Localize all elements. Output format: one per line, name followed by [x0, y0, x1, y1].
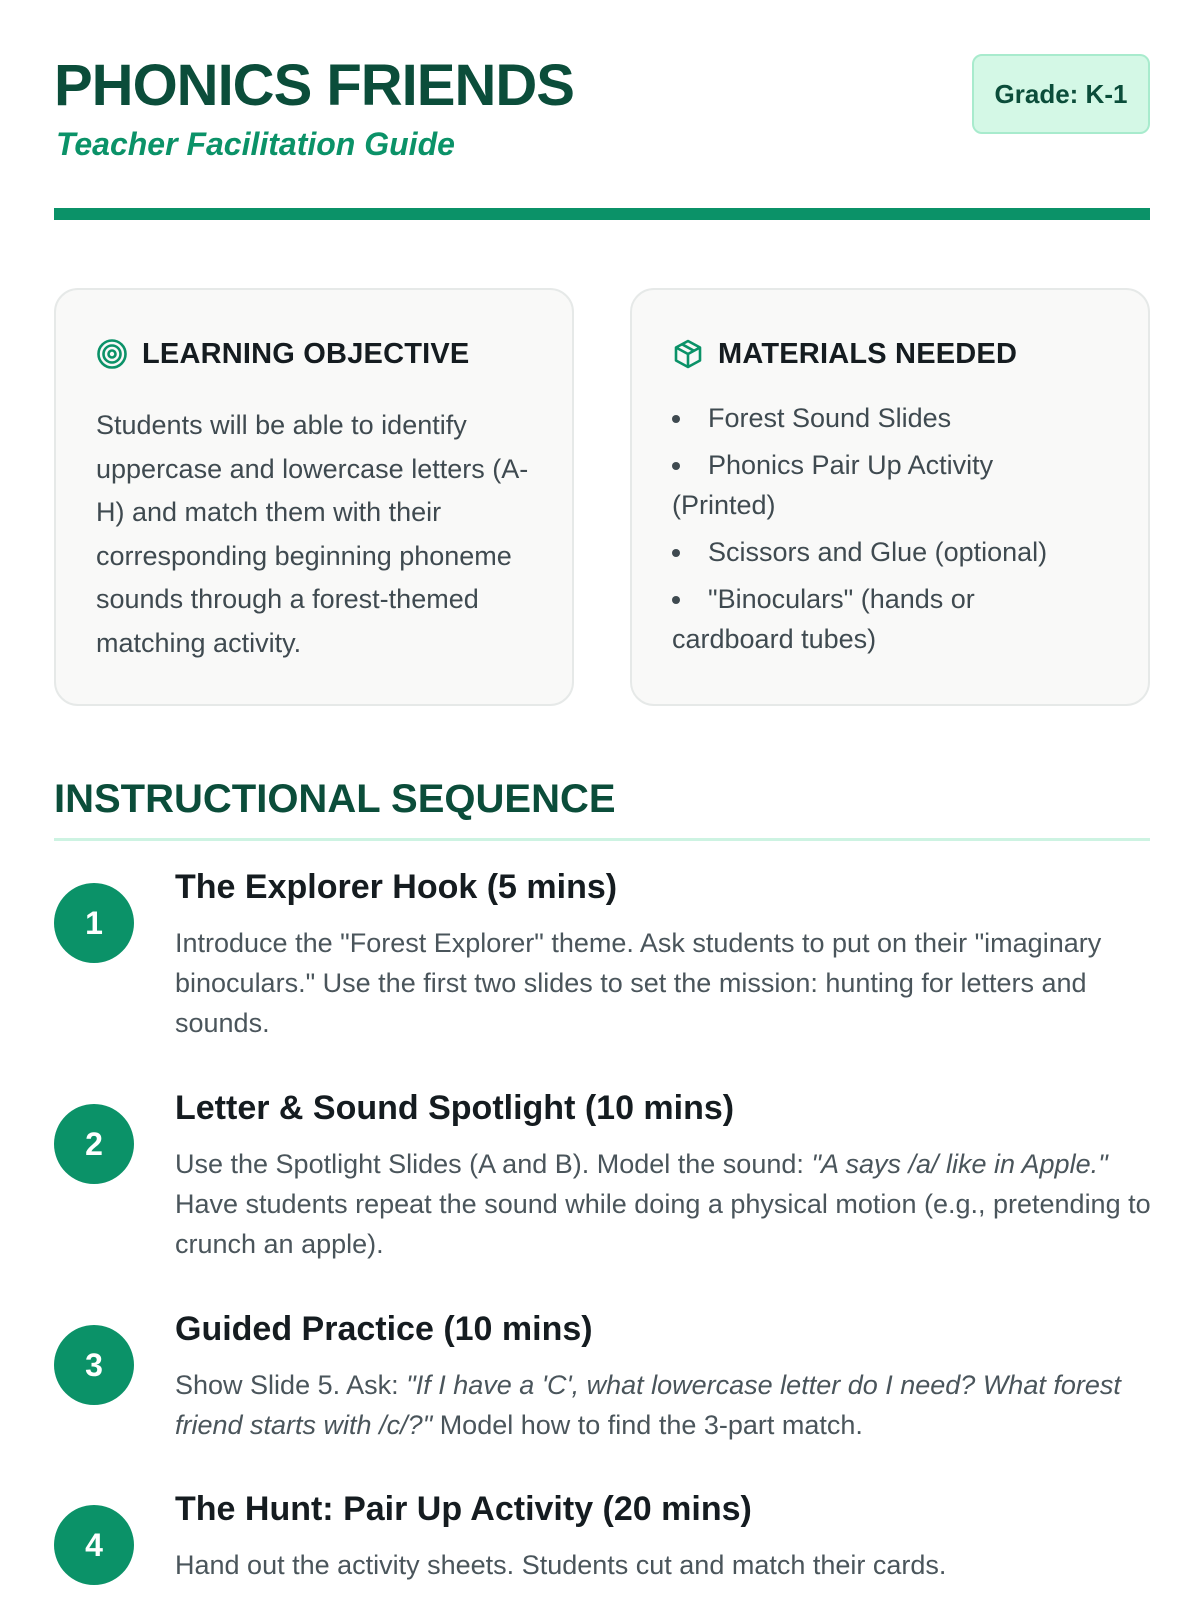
step-number-badge: 1	[54, 883, 134, 963]
materials-list	[672, 398, 1102, 666]
step-text: Show Slide 5. Ask:	[175, 1370, 407, 1400]
materials-list-item: Scissors and Glue (optional)	[672, 532, 1102, 572]
materials-list-item: Forest Sound Slides	[672, 398, 1102, 438]
materials-needed-header	[672, 334, 1017, 374]
grade-badge: Grade: K-1	[972, 54, 1150, 134]
learning-objective-card	[54, 288, 574, 706]
step-text: Model how to find the 3-part match.	[432, 1410, 863, 1440]
materials-needed-heading: MATERIALS NEEDED	[718, 337, 1018, 370]
step-title: The Explorer Hook (5 mins)	[175, 868, 618, 906]
step-description	[175, 1144, 1151, 1264]
page-subtitle: Teacher Facilitation Guide	[56, 126, 455, 162]
step-description: Hand out the activity sheets. Students cut and match their cards.	[175, 1550, 947, 1580]
materials-list-item: "Binoculars" (hands or cardboard tubes)	[672, 579, 1102, 659]
step-description	[175, 1365, 1151, 1445]
target-icon	[96, 338, 128, 370]
step-text: Have students repeat the sound while doing a physical motion (e.g., pretending to crunch an apple).	[175, 1189, 1151, 1259]
step-text: Use the Spotlight Slides (A and B). Model the sound:	[175, 1149, 812, 1179]
step-title: Letter & Sound Spotlight (10 mins)	[175, 1089, 735, 1127]
step-quote: "A says /a/ like in Apple."	[811, 1149, 1108, 1179]
learning-objective-header	[96, 334, 469, 374]
step-title: The Hunt: Pair Up Activity (20 mins)	[175, 1490, 752, 1528]
page-title: PHONICS FRIENDS	[54, 53, 574, 118]
section-divider	[54, 838, 1150, 841]
step-description: Introduce the "Forest Explorer" theme. Ask students to put on their "imaginary binoculars." Use the first two slides to set the mission: hunting for letters and sounds.	[175, 928, 1102, 1038]
step-title: Guided Practice (10 mins)	[175, 1310, 593, 1348]
materials-list-item: Phonics Pair Up Activity (Printed)	[672, 445, 1102, 525]
step-number-badge: 4	[54, 1505, 134, 1585]
learning-objective-heading: LEARNING OBJECTIVE	[142, 337, 470, 370]
learning-objective-text: Students will be able to identify uppercase and lowercase letters (A-H) and match them with their corresponding beginning phoneme sounds through a forest-themed matching activity.	[96, 410, 529, 658]
guide-header	[54, 52, 1150, 172]
instructional-sequence-heading: INSTRUCTIONAL SEQUENCE	[54, 777, 616, 821]
box-icon	[672, 338, 704, 370]
facilitation-guide-page	[54, 0, 1150, 1600]
step-number-badge: 3	[54, 1325, 134, 1405]
step-quote: "If I have a 'C', what lowercase letter do I need? What forest friend starts with /c/?"	[175, 1370, 1121, 1440]
materials-needed-card	[630, 288, 1150, 706]
step-number-badge: 2	[54, 1104, 134, 1184]
header-divider	[54, 208, 1150, 220]
